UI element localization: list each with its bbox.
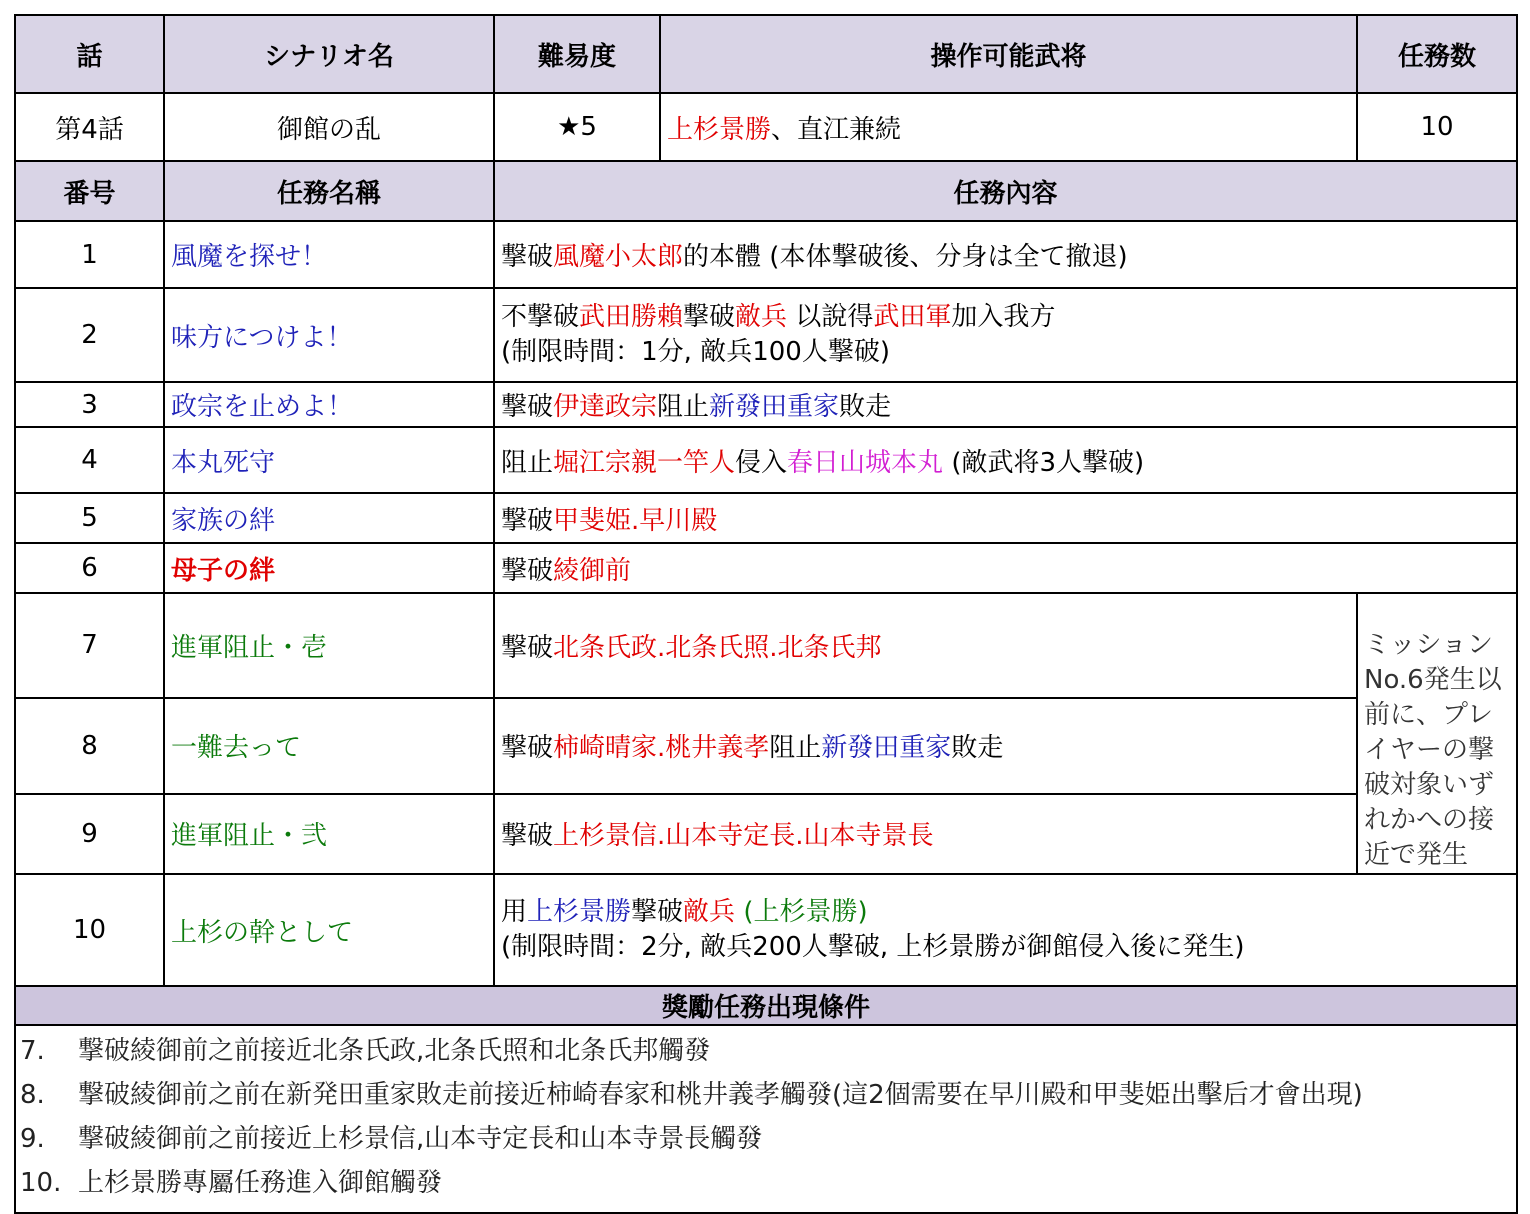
content-text: 以說得 — [787, 302, 874, 332]
mission-no: 4 — [15, 427, 164, 493]
mission-no: 5 — [15, 493, 164, 543]
content-target: 敵兵 — [683, 897, 736, 927]
mission-name: 家族の絆 — [164, 493, 494, 543]
mission-row-4 — [15, 427, 1517, 493]
mission-row-5 — [15, 493, 1517, 543]
footer-body-row — [15, 1025, 1517, 1213]
content-target: 北条氏政.北条氏照.北条氏邦 — [553, 632, 882, 663]
mission-name: 政宗を止めよ！ — [164, 382, 494, 427]
content-target: 上杉景信.山本寺定長.山本寺景長 — [553, 821, 934, 852]
content-target: 柿崎晴家.桃井義孝 — [553, 733, 770, 764]
footer-title: 獎勵任務出現條件 — [15, 986, 1517, 1025]
mission-no: 1 — [15, 221, 164, 288]
content-text: 撃破 — [501, 242, 554, 272]
mission-sheet — [14, 14, 1516, 1214]
content-protect: 上杉景勝 — [527, 897, 632, 927]
mission-row-9 — [15, 794, 1517, 874]
scenario-mission-count: 10 — [1357, 93, 1517, 161]
content-target: 武田勝賴 — [579, 302, 684, 332]
mission-content — [494, 427, 1517, 493]
mission-content — [494, 221, 1517, 288]
footer-conditions — [15, 1025, 1517, 1213]
content-protect: 新發田重家 — [709, 392, 840, 422]
content-text: (敵武将3人撃破) — [943, 447, 1145, 478]
mission-header-row — [15, 161, 1517, 221]
content-text: 敗走 — [839, 392, 892, 422]
content-text: 敗走 — [951, 733, 1004, 764]
content-line-2: (制限時間：1分, 敵兵100人撃破) — [501, 337, 890, 367]
mission-no: 6 — [15, 543, 164, 593]
header-mission-name: 任務名稱 — [164, 161, 494, 221]
scenario-table — [14, 14, 1518, 1214]
footer-item-text: 撃破綾御前之前接近北条氏政,北条氏照和北条氏邦觸發 — [78, 1036, 711, 1066]
content-text: 撃破 — [631, 897, 684, 927]
mission-no: 7 — [15, 593, 164, 698]
mission-name: 母子の絆 — [164, 543, 494, 593]
content-text: 的本體 (本体撃破後、分身は全て撤退) — [683, 242, 1128, 272]
content-text: 阻止 — [657, 392, 710, 422]
content-text: 撃破 — [501, 733, 554, 764]
mission-name: 味方につけよ！ — [164, 288, 494, 382]
header-mission-no: 番号 — [15, 161, 164, 221]
content-location: 春日山城本丸 — [787, 447, 944, 478]
header-episode: 話 — [15, 15, 164, 93]
footer-item-number: 10. — [20, 1168, 62, 1198]
footer-item-number: 9. — [20, 1124, 45, 1154]
mission-no: 2 — [15, 288, 164, 382]
mission-row-6 — [15, 543, 1517, 593]
general-other: 直江兼続 — [797, 114, 902, 145]
scenario-episode: 第4話 — [15, 93, 164, 161]
mission-row-2 — [15, 288, 1517, 382]
footer-item-text: 撃破綾御前之前在新発田重家敗走前接近柿崎春家和桃井義孝觸發(這2個需要在早川殿和甲斐姫出擊后才會出現) — [78, 1080, 1363, 1110]
content-target: 綾御前 — [553, 555, 632, 586]
mission-name: 一難去って — [164, 698, 494, 794]
mission-content — [494, 382, 1517, 427]
mission-content — [494, 288, 1517, 382]
general-separator: 、 — [771, 114, 798, 145]
content-line-2: (制限時間：2分, 敵兵200人撃破, 上杉景勝が御館侵入後に発生) — [501, 932, 1245, 962]
scenario-header-row — [15, 15, 1517, 93]
mission-name: 進軍阻止・壱 — [164, 593, 494, 698]
footer-item-text: 撃破綾御前之前接近上杉景信,山本寺定長和山本寺景長觸發 — [78, 1124, 763, 1154]
content-text: 加入我方 — [951, 302, 1056, 332]
scenario-generals — [660, 93, 1357, 161]
mission-content — [494, 874, 1517, 986]
scenario-name: 御館の乱 — [164, 93, 494, 161]
mission-content — [494, 794, 1357, 874]
scenario-difficulty: ★5 — [494, 93, 660, 161]
content-text: 撃破 — [501, 821, 554, 852]
mission-no: 10 — [15, 874, 164, 986]
content-text: 侵入 — [735, 447, 788, 478]
mission-content — [494, 493, 1517, 543]
content-text: 撃破 — [683, 302, 736, 332]
footer-title-row — [15, 986, 1517, 1025]
content-target: 堀江宗親一竿人 — [553, 447, 736, 478]
header-mission-content: 任務內容 — [494, 161, 1517, 221]
content-target: 敵兵 — [735, 302, 788, 332]
mission-no: 3 — [15, 382, 164, 427]
content-text: 用 — [501, 897, 528, 927]
footer-item-number: 8. — [20, 1080, 45, 1110]
content-target: 武田軍 — [873, 302, 952, 332]
content-text: 撃破 — [501, 555, 554, 586]
content-text: 阻止 — [501, 447, 554, 478]
footer-item — [16, 1034, 1516, 1068]
footer-item — [16, 1166, 1516, 1200]
mission-content — [494, 593, 1357, 698]
mission-name: 上杉の幹として — [164, 874, 494, 986]
content-line-1 — [501, 300, 1510, 335]
header-mission-count: 任務数 — [1357, 15, 1517, 93]
mission-name: 本丸死守 — [164, 427, 494, 493]
content-text: 不撃破 — [501, 302, 580, 332]
mission-row-7 — [15, 593, 1517, 698]
content-note: (上杉景勝) — [735, 897, 868, 927]
content-protect: 新發田重家 — [821, 733, 952, 764]
side-note: ミッションNo.6発生以前に、プレイヤーの撃破対象いずれかへの接近で発生 — [1357, 593, 1517, 874]
content-target: 伊達政宗 — [553, 392, 658, 422]
mission-content — [494, 543, 1517, 593]
header-generals: 操作可能武将 — [660, 15, 1357, 93]
mission-content — [494, 698, 1357, 794]
content-text: 阻止 — [769, 733, 822, 764]
content-target: 甲斐姫.早川殿 — [553, 505, 718, 536]
footer-item-text: 上杉景勝專屬任務進入御館觸發 — [78, 1168, 443, 1198]
mission-row-10 — [15, 874, 1517, 986]
header-scenario: シナリオ名 — [164, 15, 494, 93]
mission-no: 8 — [15, 698, 164, 794]
mission-row-3 — [15, 382, 1517, 427]
content-text: 撃破 — [501, 632, 554, 663]
scenario-row — [15, 93, 1517, 161]
content-text: 撃破 — [501, 505, 554, 536]
content-text: 撃破 — [501, 392, 554, 422]
mission-name: 風魔を探せ！ — [164, 221, 494, 288]
general-main: 上杉景勝 — [667, 114, 772, 145]
content-target: 風魔小太郎 — [553, 242, 684, 272]
mission-row-1 — [15, 221, 1517, 288]
content-line-1 — [501, 895, 1510, 930]
footer-item — [16, 1122, 1516, 1156]
mission-no: 9 — [15, 794, 164, 874]
mission-name: 進軍阻止・弐 — [164, 794, 494, 874]
footer-item-number: 7. — [20, 1036, 45, 1066]
header-difficulty: 難易度 — [494, 15, 660, 93]
mission-row-8 — [15, 698, 1517, 794]
footer-item — [16, 1078, 1516, 1112]
